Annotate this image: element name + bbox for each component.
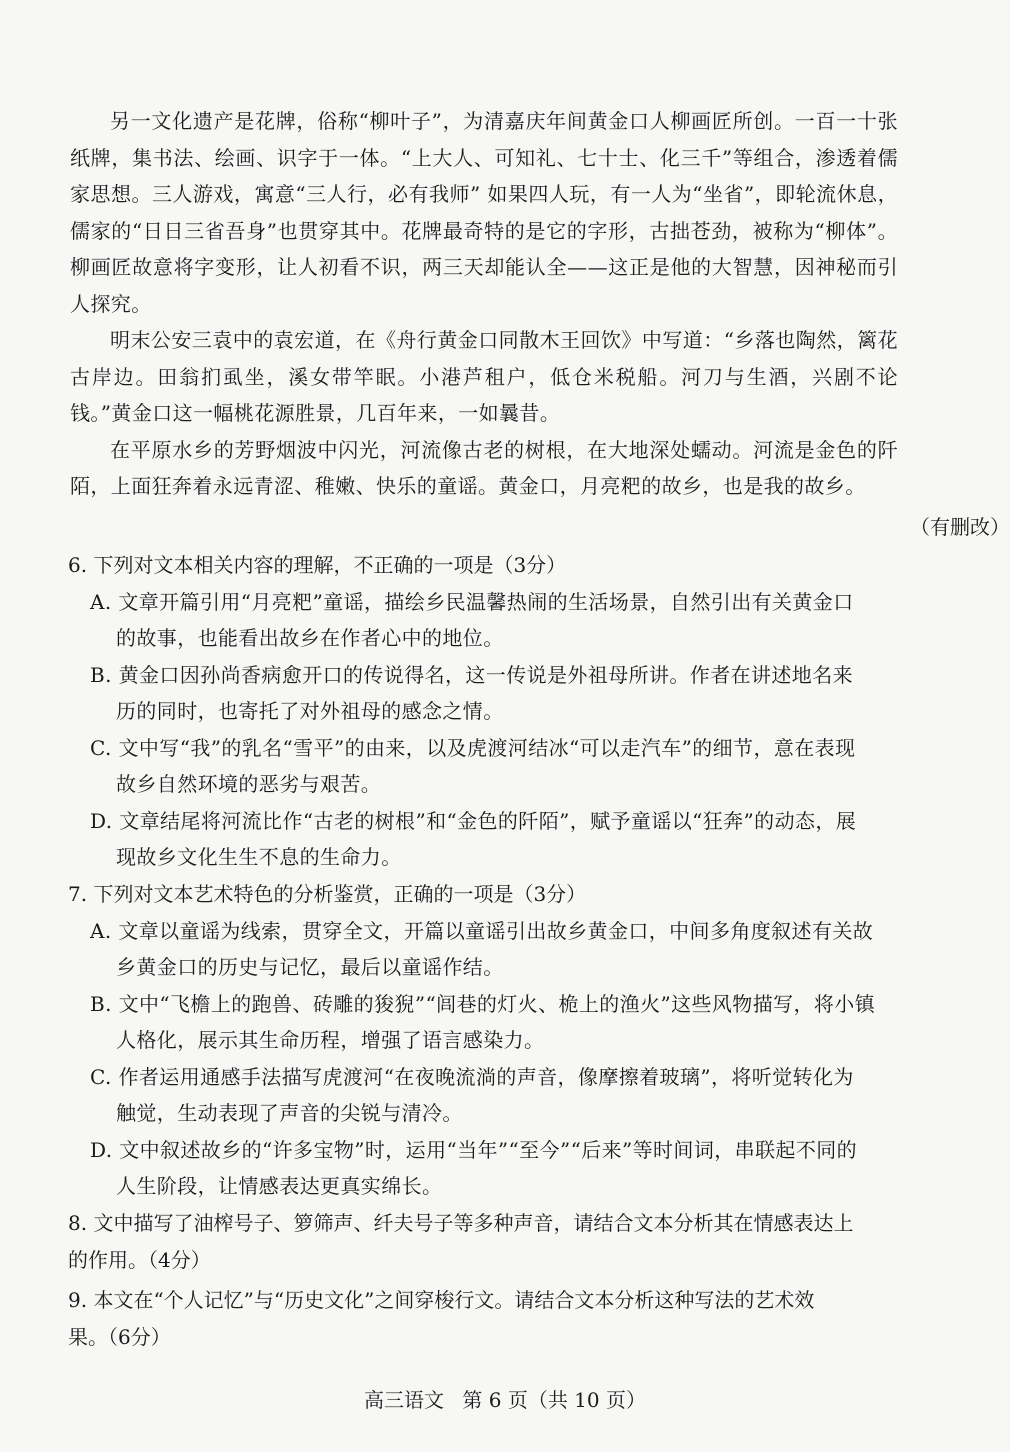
option-line: 乡黄金口的历史与记忆，最后以童谣作结。 <box>116 955 504 979</box>
option-line: A. 文章开篇引用“月亮粑”童谣，描绘乡民温馨热闹的生活场景，自然引出有关黄金口 <box>90 589 854 614</box>
question-stem-line: 果。（6分） <box>68 1324 171 1349</box>
option-line: C. 文中写“我”的乳名“雪平”的由来，以及虎渡河结冰“可以走汽车”的细节，意在表现 <box>90 735 856 760</box>
option-line: 现故乡文化生生不息的生命力。 <box>116 845 402 869</box>
option-c <box>0 730 1010 803</box>
option-line: D. 文中叙述故乡的“许多宝物”时，运用“当年”“至今”“后来”等时间词，串联起不同的 <box>90 1137 858 1162</box>
question-stem-line: 的作用。（4分） <box>68 1247 211 1272</box>
option-b <box>0 657 1010 730</box>
passage-paragraph-1: 另一文化遗产是花牌，俗称“柳叶子”，为清嘉庆年间黄金口人柳画匠所创。一百一十张纸牌，集书法、绘画、识字于一体。“上大人、可知礼、七十士、化三千”等组合，渗透着儒家思想。三人游戏，寓意“三人行，必有我师” 如果四人玩，有一人为“坐省”，即轮流休息，儒家的“日日三省吾身”也贯穿其中。花牌最奇特的是它的字形，古拙苍劲，被称为“柳体”。柳画匠故意将字变形，让人初看不识，两三天却能认全——这正是他的大智慧，因神秘而引人探究。 <box>70 109 898 316</box>
option-c <box>0 1059 1010 1132</box>
option-line: D. 文章结尾将河流比作“古老的树根”和“金色的阡陌”，赋予童谣以“狂奔”的动态，展 <box>90 808 857 833</box>
question-6 <box>0 547 1010 876</box>
passage-paragraph-3: 在平原水乡的芳野烟波中闪光，河流像古老的树根，在大地深处蠕动。河流是金色的阡陌，上面狂奔着永远青涩、稚嫩、快乐的童谣。黄金口，月亮粑的故乡，也是我的故乡。 <box>70 437 898 498</box>
question-9 <box>0 1282 1010 1355</box>
option-line: B. 黄金口因孙尚香病愈开口的传说得名，这一传说是外祖母所讲。作者在讲述地名来 <box>90 662 854 687</box>
option-a <box>0 584 1010 657</box>
question-stem: 6. 下列对文本相关内容的理解，不正确的一项是（3分） <box>68 553 567 577</box>
option-a <box>0 913 1010 986</box>
question-stem-line: 9. 本文在“个人记忆”与“历史文化”之间穿梭行文。请结合文本分析这种写法的艺术效 <box>68 1288 815 1312</box>
option-line: 历的同时，也寄托了对外祖母的感念之情。 <box>116 699 504 723</box>
option-line: C. 作者运用通感手法描写虎渡河“在夜晚流淌的声音，像摩擦着玻璃”，将听觉转化为 <box>90 1064 854 1089</box>
question-stem-line: 8. 文中描写了油榨号子、箩筛声、纤夫号子等多种声音，请结合文本分析其在情感表达上 <box>68 1211 854 1235</box>
option-d <box>0 1132 1010 1205</box>
footer-page-number: 第 6 页（共 10 页） <box>462 1388 646 1412</box>
option-b <box>0 986 1010 1059</box>
question-stem: 7. 下列对文本艺术特色的分析鉴赏，正确的一项是（3分） <box>68 882 587 906</box>
option-line: 的故事，也能看出故乡在作者心中的地位。 <box>116 626 504 650</box>
footer-subject: 高三语文 <box>364 1388 445 1412</box>
passage <box>0 103 1010 505</box>
revision-note: （有删改） <box>910 515 1010 539</box>
option-line: A. 文章以童谣为线索，贯穿全文，开篇以童谣引出故乡黄金口，中间多角度叙述有关故 <box>90 918 874 943</box>
page-footer <box>0 1385 1010 1415</box>
passage-paragraph-2: 明末公安三袁中的袁宏道，在《舟行黄金口同散木王回饮》中写道：“乡落也陶然，篱花古岸边。田翁扪虱坐，溪女带竿眠。小港芦租户，低仓米税船。河刀与生酒，兴剧不论钱。”黄金口这一幅桃花源胜景，几百年来，一如曩昔。 <box>70 328 898 425</box>
option-line: 故乡自然环境的恶劣与艰苦。 <box>116 772 382 796</box>
option-line: 人格化，展示其生命历程，增强了语言感染力。 <box>116 1028 545 1052</box>
option-d <box>0 803 1010 876</box>
question-7 <box>0 876 1010 1205</box>
option-line: 人生阶段，让情感表达更真实绵长。 <box>116 1174 443 1198</box>
question-8 <box>0 1205 1010 1278</box>
option-line: B. 文中“飞檐上的跑兽、砖雕的狻猊”“闾巷的灯火、桅上的渔火”这些风物描写，将小镇 <box>90 991 876 1016</box>
option-line: 触觉，生动表现了声音的尖锐与清冷。 <box>116 1101 463 1125</box>
